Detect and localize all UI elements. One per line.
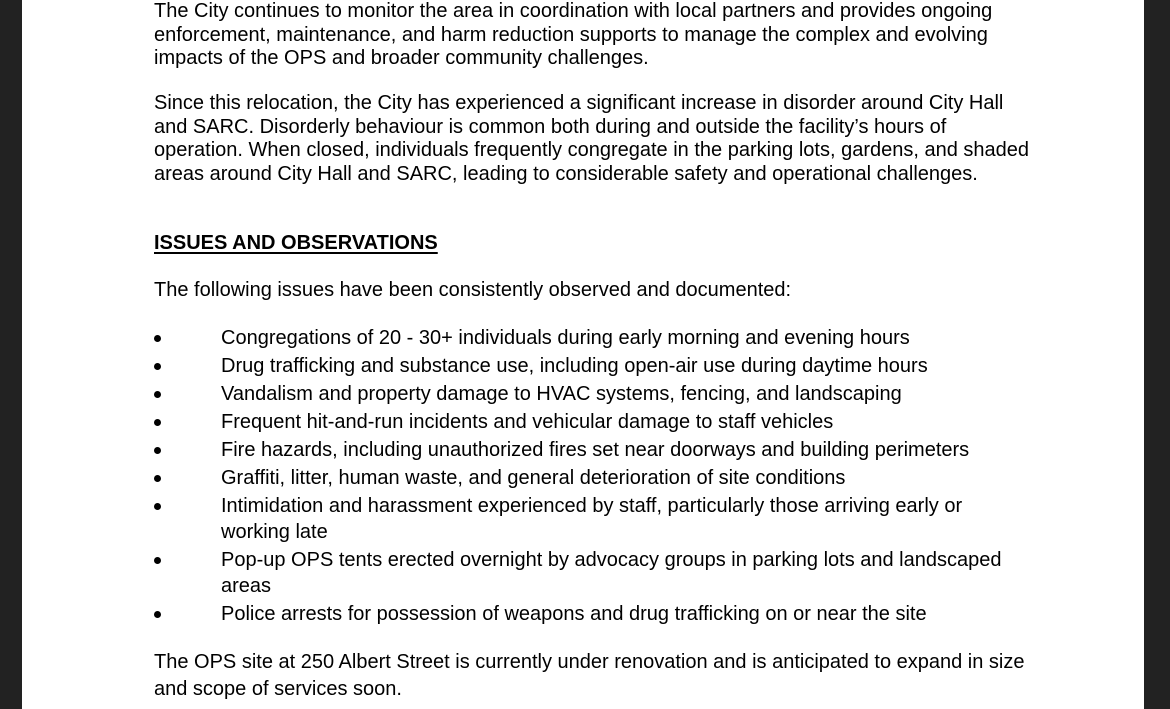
bullet-icon xyxy=(154,611,161,618)
list-item-text: Police arrests for possession of weapons and drug trafficking on or near the site xyxy=(221,603,927,625)
paragraph-relocation: Since this relocation, the City has experienced a significant increase in disorder around City Hall and SARC. Disorderly behaviour is common both during and outside the facility’s hours of operation. When closed, individuals frequently congregate in the parking lots, gardens, and shaded areas around City Hall and SARC, leading to considerable safety and operational challenges. xyxy=(154,92,1030,185)
list-item xyxy=(154,325,1034,351)
issues-list xyxy=(154,325,1034,629)
list-item-text: Drug trafficking and substance use, including open-air use during daytime hours xyxy=(221,355,928,377)
list-item-text: Vandalism and property damage to HVAC systems, fencing, and landscaping xyxy=(221,383,902,405)
bullet-icon xyxy=(154,419,161,426)
section-heading: ISSUES AND OBSERVATIONS xyxy=(154,232,438,254)
paragraph-monitoring: The City continues to monitor the area in coordination with local partners and provides ongoing enforcement, maintenance, and harm reduction supports to manage the complex and evolving impacts of the OPS and broader community challenges. xyxy=(154,0,993,69)
list-item-text: Graffiti, litter, human waste, and general deterioration of site conditions xyxy=(221,467,846,489)
bullet-icon xyxy=(154,503,161,510)
list-item xyxy=(154,381,1034,407)
list-item xyxy=(154,437,1034,463)
list-item-text: Frequent hit-and-run incidents and vehicular damage to staff vehicles xyxy=(221,411,834,433)
list-item-text: Intimidation and harassment experienced by staff, particularly those arriving early or working late xyxy=(221,495,963,543)
bullet-icon xyxy=(154,363,161,370)
list-item xyxy=(154,493,1034,545)
list-item xyxy=(154,353,1034,379)
list-item-text: Pop-up OPS tents erected overnight by advocacy groups in parking lots and landscaped areas xyxy=(221,549,1002,597)
list-item xyxy=(154,409,1034,435)
list-item-text: Fire hazards, including unauthorized fires set near doorways and building perimeters xyxy=(221,439,970,461)
list-item xyxy=(154,547,1034,599)
bullet-icon xyxy=(154,391,161,398)
list-item-text: Congregations of 20 - 30+ individuals during early morning and evening hours xyxy=(221,327,910,349)
bullet-icon xyxy=(154,447,161,454)
document-page xyxy=(22,0,1144,709)
bullet-icon xyxy=(154,475,161,482)
bullet-icon xyxy=(154,335,161,342)
bullet-icon xyxy=(154,557,161,564)
paragraph-renovation: The OPS site at 250 Albert Street is currently under renovation and is anticipated to expand in size and scope of services soon. xyxy=(154,651,1025,700)
list-item xyxy=(154,465,1034,491)
issues-intro: The following issues have been consistently observed and documented: xyxy=(154,279,792,301)
list-item xyxy=(154,601,1034,627)
